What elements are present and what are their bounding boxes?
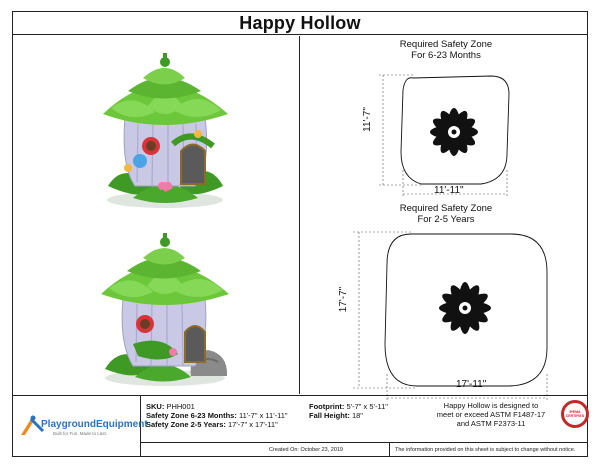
- spec-zone-623: Safety Zone 6-23 Months: 11'-7" x 11'-11": [146, 411, 288, 420]
- footer-bottom-row: [141, 442, 587, 457]
- ipema-seal: [561, 400, 589, 428]
- compliance-note: Happy Hollow is designed to meet or exceed ASTM F1487-17 and ASTM F2373-11: [436, 401, 546, 428]
- zone-small-heading-line2: For 6-23 Months: [411, 50, 481, 61]
- spec-fall-height: Fall Height: 18": [309, 411, 363, 420]
- disclaimer: The information provided on this sheet is subject to change without notice.: [395, 447, 576, 453]
- safety-zones-panel: [301, 36, 587, 394]
- spec-info: [141, 396, 587, 457]
- zone-large-diagram: [301, 224, 587, 404]
- zone-large-heading-line1: Required Safety Zone: [399, 203, 493, 214]
- zone-large-width-label: 17'-11": [456, 379, 487, 390]
- zone-large-heading-line2: For 2-5 Years: [417, 214, 475, 225]
- product-sheet: [12, 11, 588, 457]
- zone-small-depth-label: 11'-7": [361, 107, 373, 132]
- zone-large-heading: [371, 203, 521, 225]
- spec-footprint: Footprint: 5'-7" x 5'-11": [309, 402, 388, 411]
- brand-tagline: Built for Fun. Made to Last.: [53, 431, 108, 436]
- brand-name: PlaygroundEquipment: [41, 419, 148, 430]
- spec-sku: SKU: PHH001: [146, 402, 195, 411]
- brand-logo: [13, 396, 148, 457]
- zone-small-heading: [371, 39, 521, 61]
- zone-small-diagram: [301, 60, 587, 200]
- zone-small-heading-line1: Required Safety Zone: [399, 39, 493, 50]
- footer-divider: [389, 443, 390, 457]
- product-images-panel: [13, 36, 300, 394]
- spec-zone-25: Safety Zone 2-5 Years: 17'-7" x 17'-11": [146, 420, 278, 429]
- created-date: Created On: October 23, 2019: [269, 447, 343, 453]
- zone-small-width-label: 11'-11": [434, 185, 464, 196]
- zone-large-depth-label: 17'-7": [338, 286, 350, 313]
- page-title: Happy Hollow: [239, 12, 361, 33]
- product-render-side: [13, 214, 300, 389]
- footer: [13, 395, 587, 456]
- ipema-seal-text: IPEMA CERTIFIED: [565, 410, 585, 418]
- product-render-front: [13, 36, 300, 211]
- title-bar: [13, 12, 587, 35]
